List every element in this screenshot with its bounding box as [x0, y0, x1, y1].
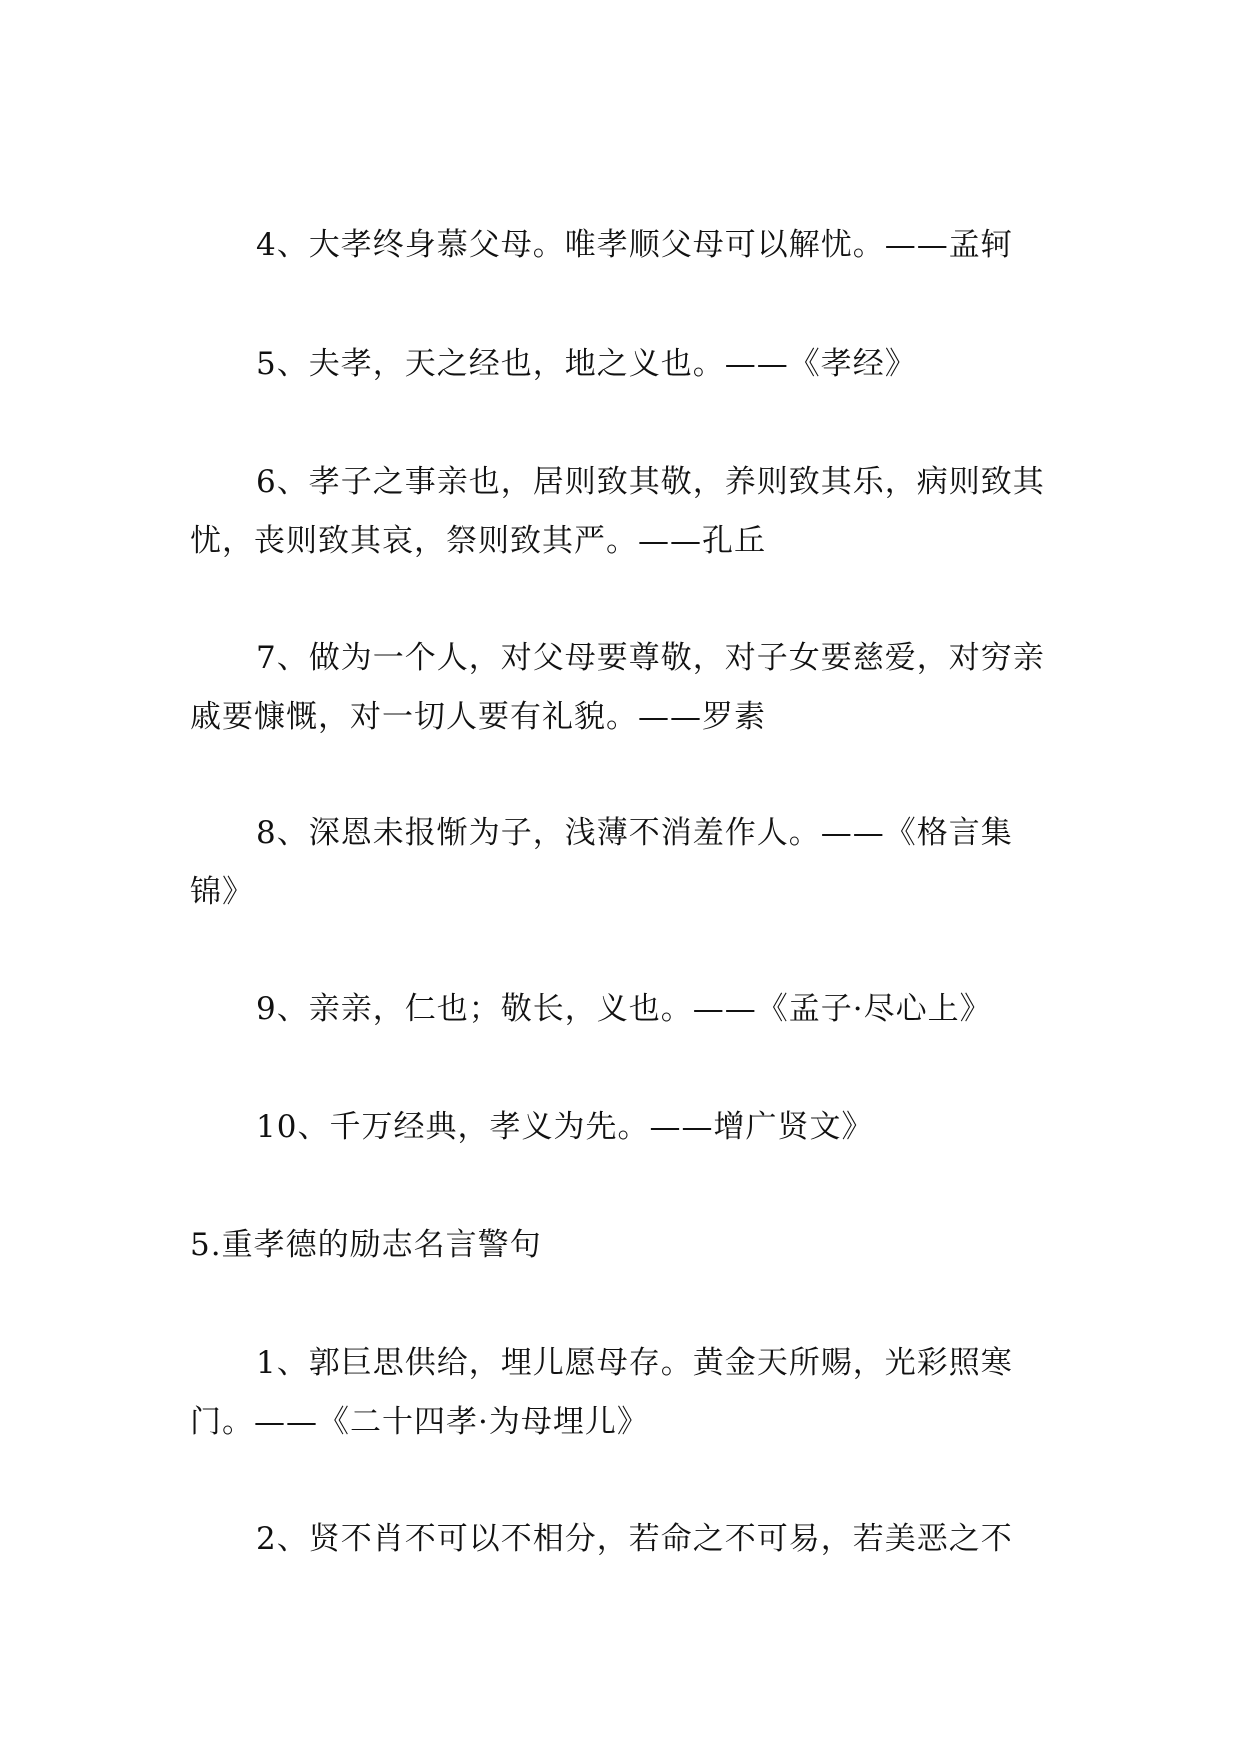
section-heading: 5.重孝德的励志名言警句 — [190, 1227, 542, 1263]
quote-paragraph-5: 5、夫孝，天之经也，地之义也。——《孝经》 — [256, 346, 917, 382]
quote-paragraph-7: 7、做为一个人，对父母要尊敬，对子女要慈爱，对穷亲戚要慷慨，对一切人要有礼貌。——罗素 — [190, 640, 1045, 735]
section-quote-paragraph-2: 2、贤不肖不可以不相分，若命之不可易，若美恶之不 — [256, 1521, 1013, 1557]
quote-paragraph-6: 6、孝子之事亲也，居则致其敬，养则致其乐，病则致其忧，丧则致其哀，祭则致其严。——孔丘 — [190, 464, 1045, 559]
quote-paragraph-8: 8、深恩未报惭为子，浅薄不消羞作人。——《格言集锦》 — [190, 815, 1013, 910]
quote-paragraph-10: 10、千万经典，孝义为先。——增广贤文》 — [256, 1109, 874, 1145]
quote-paragraph-9: 9、亲亲，仁也；敬长，义也。——《孟子·尽心上》 — [256, 991, 992, 1027]
section-quote-paragraph-1: 1、郭巨思供给，埋儿愿母存。黄金天所赐，光彩照寒门。——《二十四孝·为母埋儿》 — [190, 1345, 1013, 1440]
quote-paragraph-4: 4、大孝终身慕父母。唯孝顺父母可以解忧。——孟轲 — [256, 227, 1013, 263]
